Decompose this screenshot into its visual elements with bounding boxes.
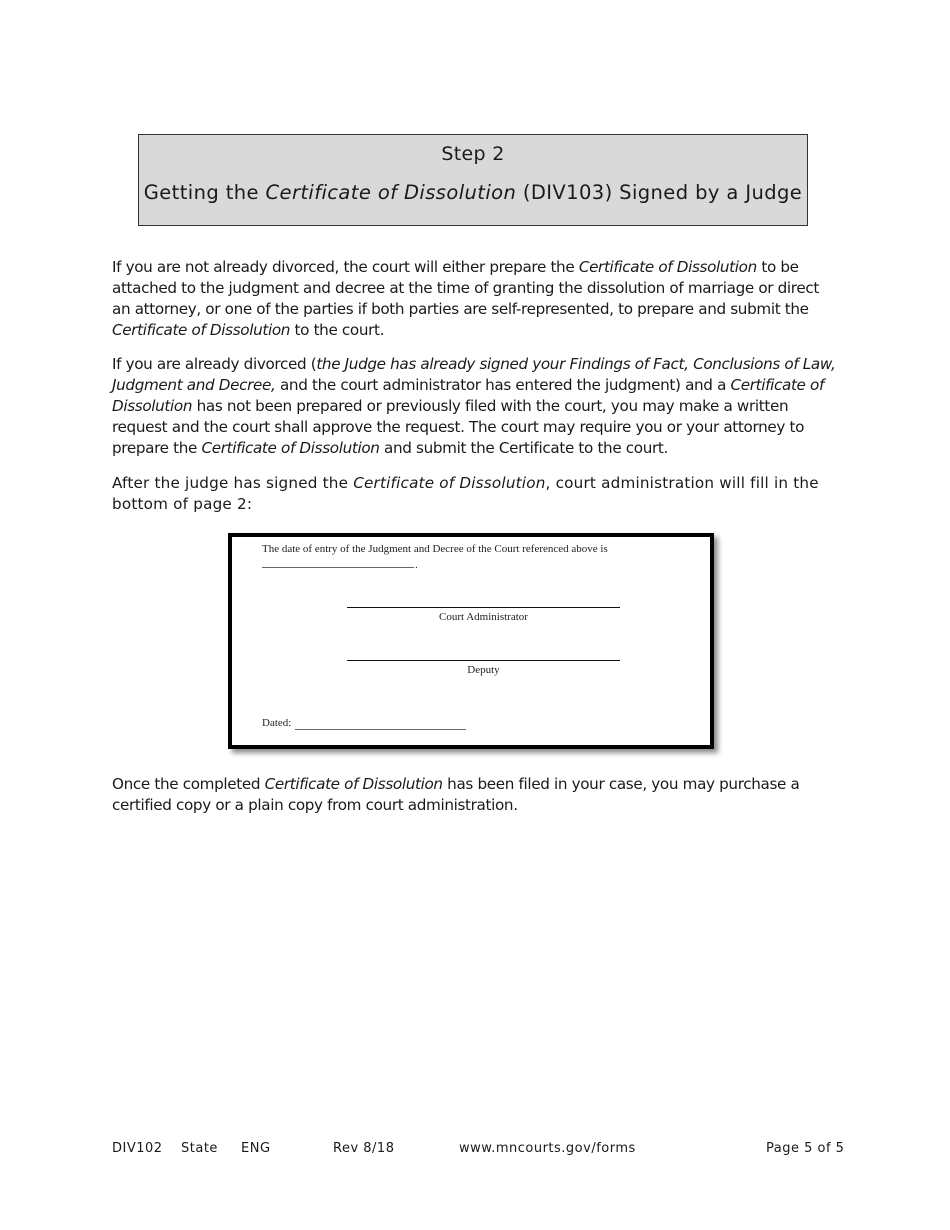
court-admin-label: Court Administrator xyxy=(439,611,528,623)
dated-line xyxy=(295,729,466,730)
paragraph-after-signing: After the judge has signed the Certificate of Dissolution, court administration will fill in the bottom of page 2: xyxy=(112,474,819,513)
footer-jurisdiction: State xyxy=(181,1141,218,1156)
deputy-signature-line xyxy=(347,660,620,661)
footer-page-number: Page 5 of 5 xyxy=(766,1141,845,1156)
entry-date-blank xyxy=(262,567,414,568)
step-title-text-end: (DIV103) Signed by a Judge xyxy=(516,181,803,204)
footer-revision: Rev 8/18 xyxy=(333,1141,395,1156)
step-title-text: Getting the xyxy=(143,181,266,204)
step-title-form-name: Certificate of Dissolution xyxy=(265,181,517,204)
dated-label: Dated: xyxy=(262,717,292,729)
step-label: Step 2 xyxy=(441,143,505,165)
step-title xyxy=(139,181,807,204)
step-header-box xyxy=(138,134,808,226)
paragraph-not-divorced: If you are not already divorced, the court will either prepare the Certificate of Dissolution to be attached to the judgment and decree at the time of granting the dissolution of marriage or direct an attorney, or one of the parties if both parties are self-represented, to prepare and submit the Certificate of Dissolution to the court. xyxy=(112,258,819,339)
entry-date-period: . xyxy=(415,559,418,571)
footer-form-id: DIV102 xyxy=(112,1141,163,1156)
footer-language: ENG xyxy=(241,1141,271,1156)
deputy-label: Deputy xyxy=(467,664,500,676)
certificate-sample-image xyxy=(228,533,714,749)
entry-date-text: The date of entry of the Judgment and Decree of the Court referenced above is xyxy=(262,543,608,555)
court-admin-signature-line xyxy=(347,607,620,608)
paragraph-once-filed: Once the completed Certificate of Dissolution has been filed in your case, you may purchase a certified copy or a plain copy from court administration. xyxy=(112,775,800,814)
footer-website: www.mncourts.gov/forms xyxy=(459,1141,636,1156)
paragraph-already-divorced: If you are already divorced (the Judge has already signed your Findings of Fact, Conclusions of Law, Judgment and Decree, and the court administrator has entered the judgment) and a Certificate of Dissolution has not been prepared or previously filed with the court, you may make a written request and the court shall approve the request. The court may require you or your attorney to prepare the Certificate of Dissolution and submit the Certificate to the court. xyxy=(112,355,836,457)
